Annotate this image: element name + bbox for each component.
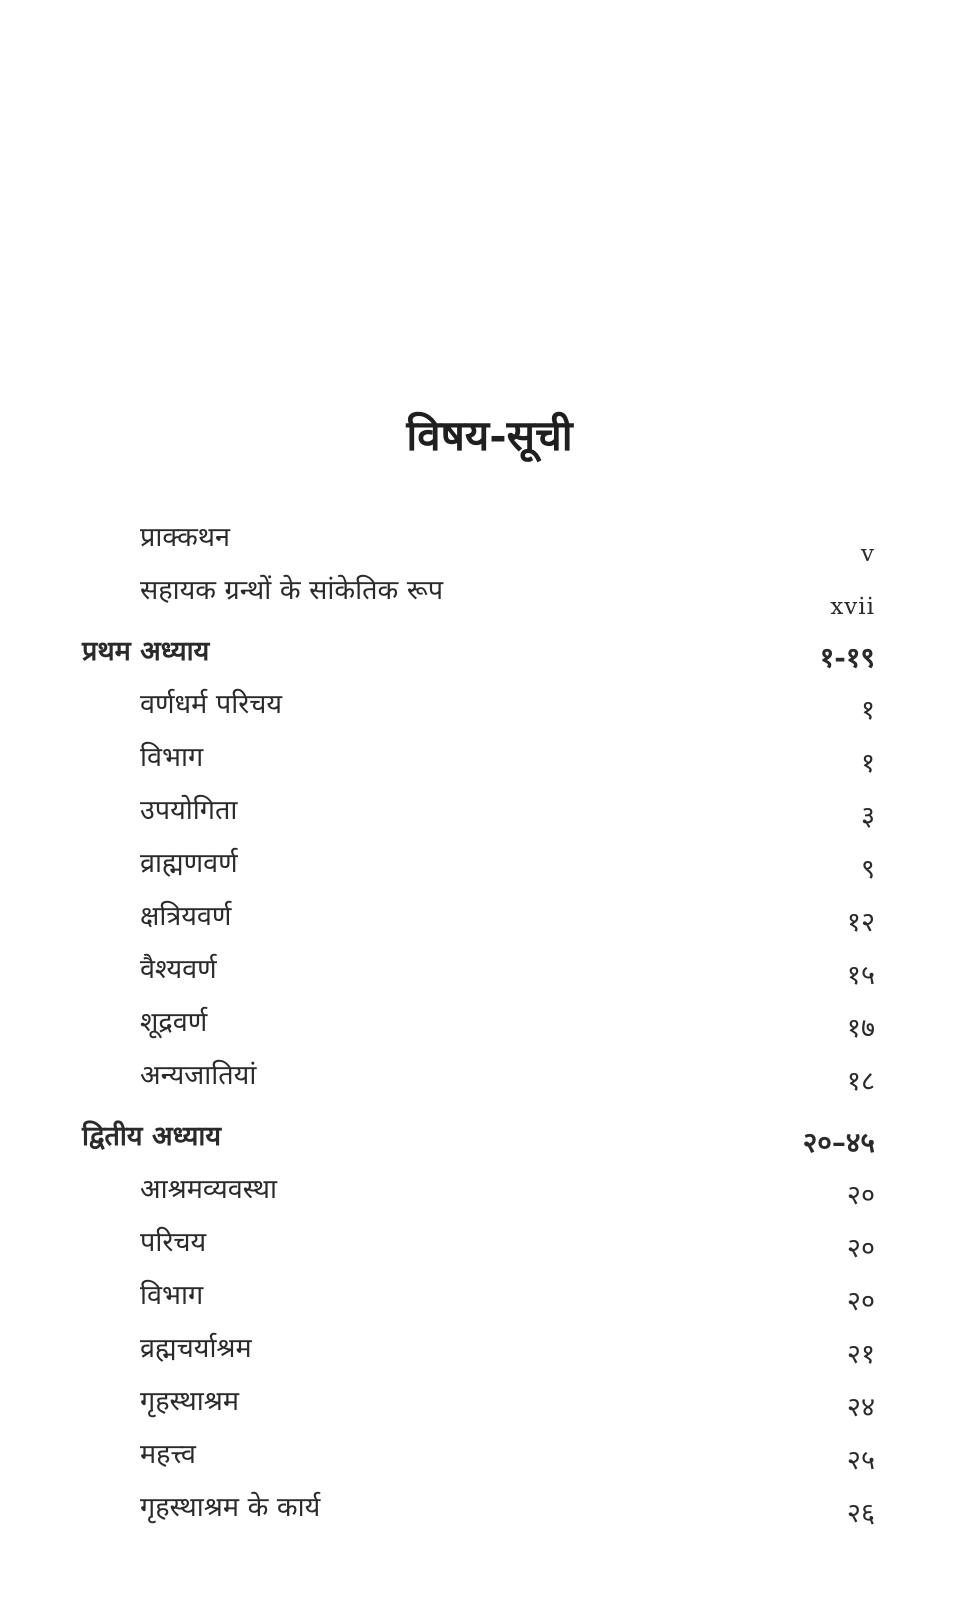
entry-page-number: १ — [860, 695, 875, 726]
entry-page-number: २५ — [846, 1445, 875, 1476]
toc-entry-row — [0, 518, 979, 571]
toc-entry-row — [0, 1003, 979, 1056]
toc-entry-row — [0, 1276, 979, 1329]
entry-page-number: १ — [860, 748, 875, 779]
toc-entry-row — [0, 685, 979, 738]
chapter-title: द्वितीय अध्याय — [82, 1121, 222, 1152]
entry-title: व्राह्मणवर्ण — [140, 848, 238, 879]
table-of-contents — [0, 518, 979, 1541]
toc-entry-row — [0, 897, 979, 950]
toc-chapter-row — [0, 1117, 979, 1170]
chapter-spacer — [0, 1109, 979, 1117]
entry-page-number: २४ — [846, 1392, 875, 1423]
entry-title: वैश्यवर्ण — [140, 954, 217, 985]
toc-entry-row — [0, 1223, 979, 1276]
entry-title: गृहस्थाश्रम — [140, 1386, 240, 1417]
entry-page-number: १२ — [846, 907, 875, 938]
toc-chapter-row — [0, 632, 979, 685]
chapter-page-range: १-१९ — [819, 641, 875, 674]
entry-title: प्राक्कथन — [140, 522, 231, 553]
entry-page-number: xvii — [830, 594, 875, 620]
toc-entry-row — [0, 1170, 979, 1223]
entry-page-number: १५ — [846, 960, 875, 991]
toc-entry-row — [0, 571, 979, 624]
entry-title: शूद्रवर्ण — [140, 1007, 208, 1038]
chapter-title: प्रथम अध्याय — [82, 636, 210, 667]
page-title: विषय-सूची — [406, 411, 573, 460]
entry-title: अन्यजातियां — [140, 1060, 257, 1091]
entry-title: उपयोगिता — [140, 795, 238, 826]
entry-page-number: २० — [846, 1180, 875, 1211]
toc-entry-row — [0, 1435, 979, 1488]
entry-title: परिचय — [140, 1227, 207, 1258]
toc-entry-row — [0, 791, 979, 844]
toc-entry-row — [0, 950, 979, 1003]
toc-entry-row — [0, 1488, 979, 1541]
entry-page-number: २० — [846, 1286, 875, 1317]
entry-page-number: ९ — [860, 854, 875, 885]
entry-title: आश्रमव्यवस्था — [140, 1174, 277, 1205]
entry-title: महत्त्व — [140, 1439, 196, 1470]
entry-title: गृहस्थाश्रम के कार्य — [140, 1492, 321, 1523]
entry-title: व्रह्मचर्याश्रम — [140, 1333, 252, 1364]
entry-title: सहायक ग्रन्थों के सांकेतिक रूप — [140, 575, 444, 606]
entry-page-number: २० — [846, 1233, 875, 1264]
entry-title: विभाग — [140, 1280, 204, 1311]
entry-title: वर्णधर्म परिचय — [140, 689, 283, 720]
toc-entry-row — [0, 1056, 979, 1109]
entry-page-number: १८ — [846, 1066, 875, 1097]
toc-entry-row — [0, 1382, 979, 1435]
entry-page-number: १७ — [846, 1013, 875, 1044]
toc-entry-row — [0, 844, 979, 897]
chapter-page-range: २०–४५ — [802, 1126, 875, 1159]
entry-title: विभाग — [140, 742, 204, 773]
toc-entry-row — [0, 738, 979, 791]
entry-page-number: २६ — [846, 1498, 875, 1529]
toc-entry-row — [0, 1329, 979, 1382]
entry-title: क्षत्रियवर्ण — [140, 901, 232, 932]
entry-page-number: v — [861, 541, 875, 567]
entry-page-number: २१ — [846, 1339, 875, 1370]
entry-page-number: ३ — [860, 801, 875, 832]
